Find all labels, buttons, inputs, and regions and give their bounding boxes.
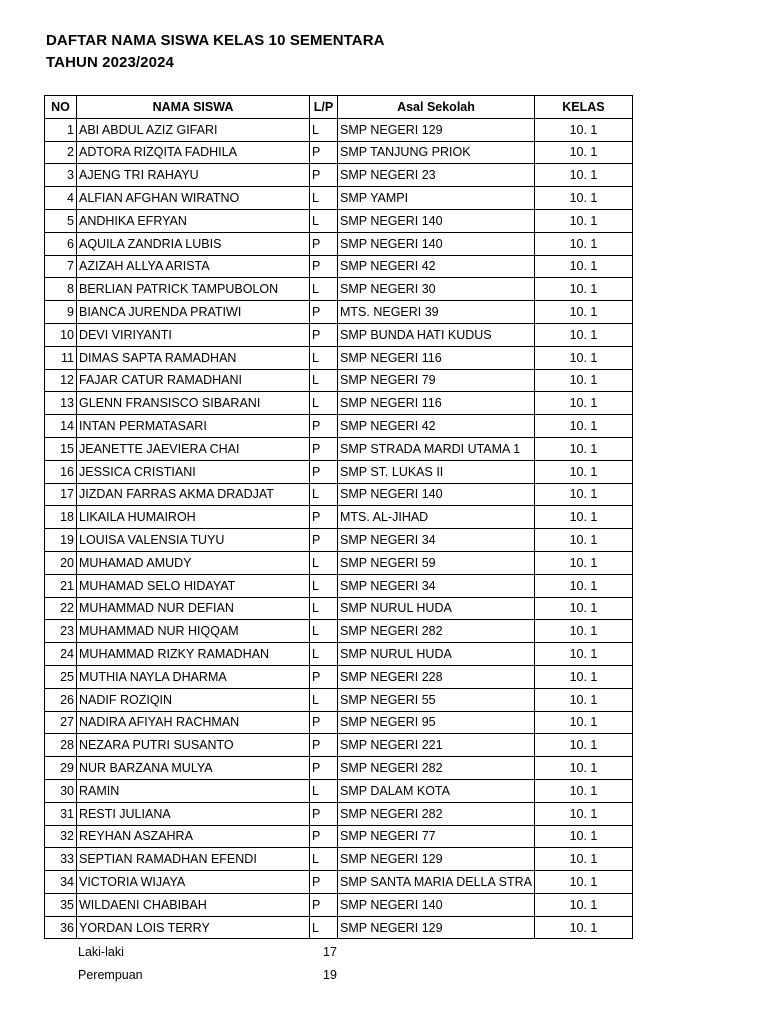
cell-name: JESSICA CRISTIANI xyxy=(77,460,310,483)
cell-name: AZIZAH ALLYA ARISTA xyxy=(77,255,310,278)
cell-lp: L xyxy=(310,551,338,574)
cell-school: SMP NEGERI 228 xyxy=(338,665,535,688)
cell-lp: P xyxy=(310,734,338,757)
cell-name: NADIF ROZIQIN xyxy=(77,688,310,711)
cell-no: 14 xyxy=(45,415,77,438)
table-header-row xyxy=(45,96,633,119)
cell-no: 1 xyxy=(45,118,77,141)
cell-school: SMP ST. LUKAS II xyxy=(338,460,535,483)
cell-no: 5 xyxy=(45,209,77,232)
table-row xyxy=(45,323,633,346)
cell-kelas: 10. 1 xyxy=(534,278,632,301)
cell-school: SMP NEGERI 23 xyxy=(338,164,535,187)
cell-lp: P xyxy=(310,164,338,187)
cell-kelas: 10. 1 xyxy=(534,483,632,506)
cell-kelas: 10. 1 xyxy=(534,301,632,324)
cell-school: SMP YAMPI xyxy=(338,187,535,210)
cell-no: 20 xyxy=(45,551,77,574)
column-header-no: NO xyxy=(45,96,77,119)
cell-lp: P xyxy=(310,232,338,255)
table-row xyxy=(45,779,633,802)
cell-no: 13 xyxy=(45,392,77,415)
cell-lp: L xyxy=(310,346,338,369)
table-row xyxy=(45,871,633,894)
cell-kelas: 10. 1 xyxy=(534,665,632,688)
cell-name: JEANETTE JAEVIERA CHAI xyxy=(77,437,310,460)
cell-school: SMP NURUL HUDA xyxy=(338,643,535,666)
summary-male-label: Laki-laki xyxy=(78,945,124,959)
cell-lp: P xyxy=(310,893,338,916)
summary-female-count: 19 xyxy=(323,968,337,982)
cell-school: SMP NEGERI 129 xyxy=(338,848,535,871)
column-header-lp: L/P xyxy=(310,96,338,119)
cell-kelas: 10. 1 xyxy=(534,141,632,164)
cell-kelas: 10. 1 xyxy=(534,871,632,894)
cell-lp: L xyxy=(310,118,338,141)
cell-school: SMP NEGERI 59 xyxy=(338,551,535,574)
cell-name: ANDHIKA EFRYAN xyxy=(77,209,310,232)
cell-name: BERLIAN PATRICK TAMPUBOLON xyxy=(77,278,310,301)
cell-lp: P xyxy=(310,506,338,529)
table-row xyxy=(45,529,633,552)
cell-lp: P xyxy=(310,255,338,278)
cell-name: NEZARA PUTRI SUSANTO xyxy=(77,734,310,757)
cell-school: SMP NEGERI 30 xyxy=(338,278,535,301)
cell-kelas: 10. 1 xyxy=(534,893,632,916)
cell-kelas: 10. 1 xyxy=(534,916,632,939)
cell-no: 11 xyxy=(45,346,77,369)
cell-school: SMP SANTA MARIA DELLA STRA xyxy=(338,871,535,894)
cell-lp: P xyxy=(310,415,338,438)
cell-no: 23 xyxy=(45,620,77,643)
cell-school: SMP NEGERI 140 xyxy=(338,232,535,255)
cell-lp: L xyxy=(310,916,338,939)
cell-lp: L xyxy=(310,187,338,210)
cell-no: 24 xyxy=(45,643,77,666)
cell-school: SMP DALAM KOTA xyxy=(338,779,535,802)
cell-no: 32 xyxy=(45,825,77,848)
cell-no: 16 xyxy=(45,460,77,483)
cell-no: 6 xyxy=(45,232,77,255)
cell-name: YORDAN LOIS TERRY xyxy=(77,916,310,939)
cell-kelas: 10. 1 xyxy=(534,415,632,438)
cell-kelas: 10. 1 xyxy=(534,209,632,232)
cell-no: 26 xyxy=(45,688,77,711)
cell-lp: P xyxy=(310,757,338,780)
cell-lp: L xyxy=(310,620,338,643)
table-row xyxy=(45,597,633,620)
cell-lp: L xyxy=(310,688,338,711)
cell-name: MUTHIA NAYLA DHARMA xyxy=(77,665,310,688)
cell-no: 22 xyxy=(45,597,77,620)
table-row xyxy=(45,255,633,278)
cell-school: SMP NEGERI 116 xyxy=(338,392,535,415)
cell-kelas: 10. 1 xyxy=(534,232,632,255)
column-header-kelas: KELAS xyxy=(534,96,632,119)
cell-lp: P xyxy=(310,665,338,688)
cell-lp: P xyxy=(310,141,338,164)
cell-name: MUHAMMAD NUR DEFIAN xyxy=(77,597,310,620)
cell-kelas: 10. 1 xyxy=(534,346,632,369)
cell-kelas: 10. 1 xyxy=(534,118,632,141)
cell-kelas: 10. 1 xyxy=(534,825,632,848)
cell-name: LOUISA VALENSIA TUYU xyxy=(77,529,310,552)
table-row xyxy=(45,665,633,688)
cell-school: SMP NEGERI 282 xyxy=(338,802,535,825)
cell-kelas: 10. 1 xyxy=(534,323,632,346)
cell-kelas: 10. 1 xyxy=(534,597,632,620)
student-table xyxy=(44,95,633,939)
cell-kelas: 10. 1 xyxy=(534,369,632,392)
cell-name: MUHAMAD SELO HIDAYAT xyxy=(77,574,310,597)
cell-name: FAJAR CATUR RAMADHANI xyxy=(77,369,310,392)
table-row xyxy=(45,460,633,483)
cell-no: 29 xyxy=(45,757,77,780)
table-row xyxy=(45,392,633,415)
table-row xyxy=(45,437,633,460)
cell-school: SMP NEGERI 77 xyxy=(338,825,535,848)
table-row xyxy=(45,734,633,757)
cell-name: INTAN PERMATASARI xyxy=(77,415,310,438)
cell-lp: P xyxy=(310,711,338,734)
cell-school: SMP NEGERI 140 xyxy=(338,893,535,916)
cell-name: NADIRA AFIYAH RACHMAN xyxy=(77,711,310,734)
cell-school: SMP NEGERI 79 xyxy=(338,369,535,392)
column-header-name: NAMA SISWA xyxy=(77,96,310,119)
cell-no: 17 xyxy=(45,483,77,506)
table-row xyxy=(45,232,633,255)
cell-school: SMP NEGERI 282 xyxy=(338,757,535,780)
cell-no: 30 xyxy=(45,779,77,802)
cell-name: SEPTIAN RAMADHAN EFENDI xyxy=(77,848,310,871)
cell-kelas: 10. 1 xyxy=(534,757,632,780)
cell-name: NUR BARZANA MULYA xyxy=(77,757,310,780)
cell-lp: L xyxy=(310,779,338,802)
table-row xyxy=(45,141,633,164)
cell-school: SMP NEGERI 140 xyxy=(338,209,535,232)
cell-lp: L xyxy=(310,209,338,232)
table-row xyxy=(45,369,633,392)
cell-school: SMP NEGERI 42 xyxy=(338,255,535,278)
cell-no: 36 xyxy=(45,916,77,939)
cell-school: SMP NEGERI 95 xyxy=(338,711,535,734)
cell-school: SMP NEGERI 129 xyxy=(338,916,535,939)
table-row xyxy=(45,415,633,438)
cell-no: 34 xyxy=(45,871,77,894)
cell-lp: L xyxy=(310,278,338,301)
title-line-1: DAFTAR NAMA SISWA KELAS 10 SEMENTARA xyxy=(46,32,385,49)
cell-name: ADTORA RIZQITA FADHILA xyxy=(77,141,310,164)
cell-name: RAMIN xyxy=(77,779,310,802)
cell-no: 21 xyxy=(45,574,77,597)
cell-kelas: 10. 1 xyxy=(534,255,632,278)
cell-no: 31 xyxy=(45,802,77,825)
cell-lp: P xyxy=(310,460,338,483)
cell-no: 28 xyxy=(45,734,77,757)
table-row xyxy=(45,483,633,506)
cell-lp: L xyxy=(310,574,338,597)
cell-name: VICTORIA WIJAYA xyxy=(77,871,310,894)
cell-kelas: 10. 1 xyxy=(534,506,632,529)
cell-kelas: 10. 1 xyxy=(534,848,632,871)
cell-school: SMP NEGERI 282 xyxy=(338,620,535,643)
cell-lp: P xyxy=(310,301,338,324)
table-row xyxy=(45,506,633,529)
table-row xyxy=(45,301,633,324)
cell-kelas: 10. 1 xyxy=(534,711,632,734)
cell-no: 9 xyxy=(45,301,77,324)
cell-no: 33 xyxy=(45,848,77,871)
cell-name: GLENN FRANSISCO SIBARANI xyxy=(77,392,310,415)
table-row xyxy=(45,209,633,232)
cell-kelas: 10. 1 xyxy=(534,802,632,825)
cell-name: WILDAENI CHABIBAH xyxy=(77,893,310,916)
table-row xyxy=(45,643,633,666)
cell-no: 8 xyxy=(45,278,77,301)
cell-kelas: 10. 1 xyxy=(534,734,632,757)
cell-lp: L xyxy=(310,643,338,666)
cell-school: SMP NEGERI 34 xyxy=(338,574,535,597)
cell-kelas: 10. 1 xyxy=(534,551,632,574)
cell-kelas: 10. 1 xyxy=(534,620,632,643)
table-row xyxy=(45,346,633,369)
cell-no: 35 xyxy=(45,893,77,916)
summary-male-count: 17 xyxy=(323,945,337,959)
table-row xyxy=(45,825,633,848)
table-row xyxy=(45,118,633,141)
cell-kelas: 10. 1 xyxy=(534,392,632,415)
table-body xyxy=(45,118,633,939)
table-row xyxy=(45,916,633,939)
cell-name: LIKAILA HUMAIROH xyxy=(77,506,310,529)
table-row xyxy=(45,164,633,187)
cell-no: 27 xyxy=(45,711,77,734)
cell-kelas: 10. 1 xyxy=(534,529,632,552)
table-row xyxy=(45,757,633,780)
title-line-2: TAHUN 2023/2024 xyxy=(46,54,174,71)
cell-school: SMP NEGERI 34 xyxy=(338,529,535,552)
summary-female-label: Perempuan xyxy=(78,968,143,982)
table-row xyxy=(45,278,633,301)
cell-lp: P xyxy=(310,529,338,552)
cell-school: SMP NEGERI 129 xyxy=(338,118,535,141)
cell-kelas: 10. 1 xyxy=(534,779,632,802)
cell-school: SMP NEGERI 140 xyxy=(338,483,535,506)
cell-lp: P xyxy=(310,437,338,460)
table-row xyxy=(45,688,633,711)
cell-no: 19 xyxy=(45,529,77,552)
cell-name: MUHAMMAD NUR HIQQAM xyxy=(77,620,310,643)
cell-name: AQUILA ZANDRIA LUBIS xyxy=(77,232,310,255)
cell-no: 15 xyxy=(45,437,77,460)
cell-school: SMP NEGERI 116 xyxy=(338,346,535,369)
cell-name: MUHAMMAD RIZKY RAMADHAN xyxy=(77,643,310,666)
cell-lp: L xyxy=(310,369,338,392)
cell-lp: P xyxy=(310,323,338,346)
cell-kelas: 10. 1 xyxy=(534,643,632,666)
cell-lp: P xyxy=(310,802,338,825)
cell-no: 18 xyxy=(45,506,77,529)
cell-lp: L xyxy=(310,597,338,620)
cell-school: SMP BUNDA HATI KUDUS xyxy=(338,323,535,346)
cell-school: SMP TANJUNG PRIOK xyxy=(338,141,535,164)
cell-lp: P xyxy=(310,825,338,848)
cell-no: 25 xyxy=(45,665,77,688)
table-row xyxy=(45,848,633,871)
table-row xyxy=(45,187,633,210)
column-header-school: Asal Sekolah xyxy=(338,96,535,119)
cell-no: 10 xyxy=(45,323,77,346)
cell-name: MUHAMAD AMUDY xyxy=(77,551,310,574)
cell-school: MTS. NEGERI 39 xyxy=(338,301,535,324)
cell-name: JIZDAN FARRAS AKMA DRADJAT xyxy=(77,483,310,506)
table-row xyxy=(45,551,633,574)
cell-lp: P xyxy=(310,871,338,894)
cell-kelas: 10. 1 xyxy=(534,688,632,711)
cell-name: RESTI JULIANA xyxy=(77,802,310,825)
cell-kelas: 10. 1 xyxy=(534,164,632,187)
cell-no: 3 xyxy=(45,164,77,187)
cell-name: ABI ABDUL AZIZ GIFARI xyxy=(77,118,310,141)
cell-lp: L xyxy=(310,483,338,506)
cell-kelas: 10. 1 xyxy=(534,437,632,460)
cell-school: MTS. AL-JIHAD xyxy=(338,506,535,529)
table-row xyxy=(45,893,633,916)
cell-no: 2 xyxy=(45,141,77,164)
cell-kelas: 10. 1 xyxy=(534,574,632,597)
cell-school: SMP NEGERI 42 xyxy=(338,415,535,438)
cell-kelas: 10. 1 xyxy=(534,187,632,210)
table-row xyxy=(45,620,633,643)
cell-name: AJENG TRI RAHAYU xyxy=(77,164,310,187)
cell-lp: L xyxy=(310,392,338,415)
cell-school: SMP NEGERI 221 xyxy=(338,734,535,757)
table-row xyxy=(45,802,633,825)
table-row xyxy=(45,711,633,734)
cell-school: SMP STRADA MARDI UTAMA 1 xyxy=(338,437,535,460)
cell-name: BIANCA JURENDA PRATIWI xyxy=(77,301,310,324)
document-title xyxy=(46,30,385,74)
cell-no: 7 xyxy=(45,255,77,278)
table-row xyxy=(45,574,633,597)
cell-name: DIMAS SAPTA RAMADHAN xyxy=(77,346,310,369)
cell-no: 12 xyxy=(45,369,77,392)
cell-school: SMP NURUL HUDA xyxy=(338,597,535,620)
cell-name: REYHAN ASZAHRA xyxy=(77,825,310,848)
cell-lp: L xyxy=(310,848,338,871)
cell-name: ALFIAN AFGHAN WIRATNO xyxy=(77,187,310,210)
cell-school: SMP NEGERI 55 xyxy=(338,688,535,711)
cell-no: 4 xyxy=(45,187,77,210)
cell-name: DEVI VIRIYANTI xyxy=(77,323,310,346)
cell-kelas: 10. 1 xyxy=(534,460,632,483)
